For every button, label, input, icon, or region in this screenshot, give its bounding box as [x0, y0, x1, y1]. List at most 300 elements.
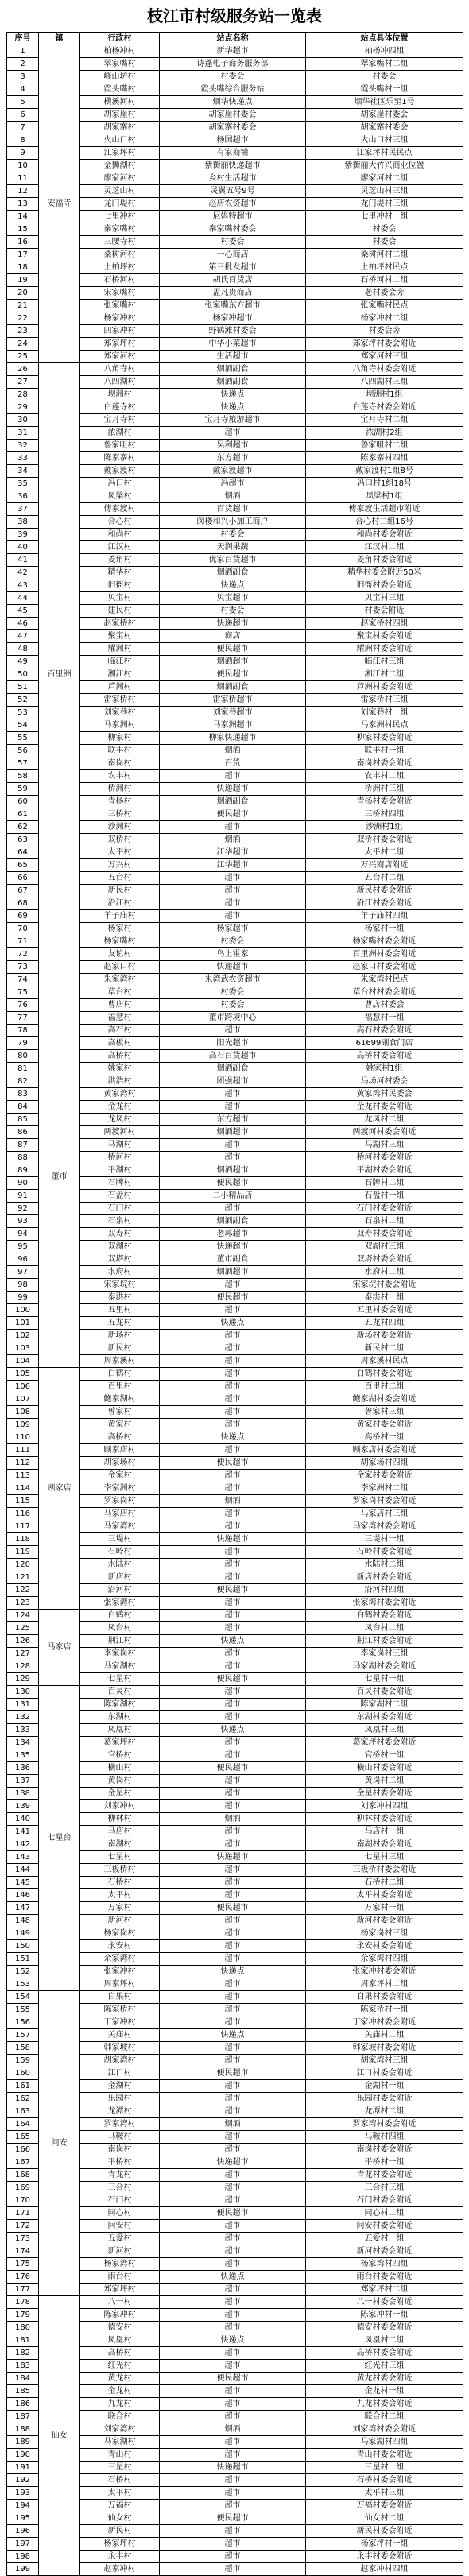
- village-cell: 陈家寨村: [80, 452, 160, 465]
- station-name-cell: 百货超市: [160, 503, 306, 516]
- serial-number: 139: [7, 1800, 39, 1813]
- location-cell: 新场村委会附近: [306, 1330, 463, 1342]
- village-cell: 双桥村: [80, 834, 160, 846]
- location-cell: 五龙村四组: [306, 1317, 463, 1330]
- station-name-cell: 烟酒: [160, 834, 306, 846]
- location-cell: 鲁家咀村二组: [306, 440, 463, 452]
- village-cell: 友谊村: [80, 948, 160, 961]
- location-cell: 罗家湾村委会附近: [306, 2118, 463, 2131]
- serial-number: 107: [7, 1393, 39, 1406]
- location-cell: 南湖村委会附近: [306, 1838, 463, 1851]
- location-cell: 翠家嘴村二组: [306, 58, 463, 71]
- serial-number: 158: [7, 2042, 39, 2055]
- location-cell: 郑家坪村委会附近: [306, 338, 463, 351]
- village-cell: 马家湖村: [80, 1660, 160, 1673]
- village-cell: 双寿村: [80, 1228, 160, 1241]
- location-cell: 罗家岗村委会附近: [306, 1495, 463, 1508]
- location-cell: 柳林村委会附近: [306, 1813, 463, 1826]
- location-cell: 青山村委会附近: [306, 2449, 463, 2462]
- station-name-cell: 超市: [160, 1877, 306, 1889]
- station-name-cell: 烟酒: [160, 2118, 306, 2131]
- station-name-cell: 快递点: [160, 1431, 306, 1444]
- village-cell: 太平村: [80, 846, 160, 859]
- location-cell: 丁家冲村委会附近: [306, 2016, 463, 2029]
- location-cell: 鲍家湖村委会附近: [306, 1393, 463, 1406]
- station-name-cell: 孟凡贵商店: [160, 287, 306, 300]
- serial-number: 145: [7, 1877, 39, 1889]
- location-cell: 湘江村二组: [306, 668, 463, 681]
- location-cell: 霞头嘴村一组: [306, 83, 463, 96]
- location-cell: 临江村三组: [306, 656, 463, 668]
- location-cell: 三桥村四组: [306, 808, 463, 821]
- station-name-cell: 超市: [160, 1927, 306, 1940]
- serial-number: 78: [7, 1025, 39, 1037]
- village-cell: 李家洲村: [80, 1482, 160, 1495]
- location-cell: 精华村委会附近50米: [306, 567, 463, 579]
- location-cell: 黄岗村二组: [306, 1775, 463, 1788]
- station-name-cell: 快递超市: [160, 1241, 306, 1253]
- village-cell: 沙洲村: [80, 821, 160, 834]
- village-cell: 永丰村: [80, 2551, 160, 2563]
- serial-number: 182: [7, 2347, 39, 2360]
- station-name-cell: 便民超市: [160, 1292, 306, 1304]
- village-cell: 黄家村: [80, 1419, 160, 1431]
- station-name-cell: 便民超市: [160, 668, 306, 681]
- village-cell: 李家岗村: [80, 1648, 160, 1660]
- serial-number: 149: [7, 1927, 39, 1940]
- location-cell: 宝月寺村二组: [306, 414, 463, 427]
- serial-number: 133: [7, 1724, 39, 1737]
- serial-number: 37: [7, 503, 39, 516]
- village-cell: 马湖村: [80, 1139, 160, 1152]
- location-cell: 柳家村委会附近: [306, 732, 463, 745]
- station-name-cell: 超市: [160, 2220, 306, 2233]
- location-cell: 百里洲村委会附近: [306, 948, 463, 961]
- station-name-cell: 超市: [160, 1775, 306, 1788]
- location-cell: 凤台村二组: [306, 1622, 463, 1635]
- station-name-cell: 超市: [160, 2233, 306, 2245]
- station-name-cell: 超市: [160, 1711, 306, 1724]
- serial-number: 96: [7, 1253, 39, 1266]
- serial-number: 154: [7, 1991, 39, 2004]
- village-cell: 菱角村: [80, 554, 160, 567]
- village-cell: 青杨村: [80, 796, 160, 808]
- village-cell: 龙凤村: [80, 1114, 160, 1126]
- table-row: [7, 363, 463, 376]
- station-name-cell: 烟酒超市: [160, 1266, 306, 1279]
- location-cell: 高桥村一组: [306, 1431, 463, 1444]
- serial-number: 163: [7, 2105, 39, 2118]
- serial-number: 169: [7, 2182, 39, 2194]
- station-name-cell: 诗蓬电子商务服务部: [160, 58, 306, 71]
- station-name-cell: 超市: [160, 2500, 306, 2512]
- location-cell: 马家湖村四组: [306, 2436, 463, 2449]
- serial-number: 143: [7, 1851, 39, 1864]
- location-cell: 村委会: [306, 71, 463, 83]
- village-cell: 八一村: [80, 2296, 160, 2309]
- serial-number: 190: [7, 2449, 39, 2462]
- location-cell: 白鹤村委会附近: [306, 1610, 463, 1622]
- village-cell: 高桥村: [80, 2347, 160, 2360]
- station-name-cell: 烟酒副食: [160, 376, 306, 389]
- location-cell: 石门村委会附近: [306, 2194, 463, 2207]
- serial-number: 5: [7, 96, 39, 109]
- station-name-cell: 超市: [160, 1978, 306, 1991]
- station-name-cell: 超市: [160, 1088, 306, 1101]
- location-cell: 乐园村委会附近: [306, 2093, 463, 2105]
- station-name-cell: 超市: [160, 770, 306, 783]
- serial-number: 9: [7, 147, 39, 160]
- station-name-cell: 超市: [160, 1749, 306, 1762]
- station-name-cell: 超市: [160, 2169, 306, 2182]
- serial-number: 7: [7, 122, 39, 134]
- village-cell: 新民村: [80, 1342, 160, 1355]
- location-cell: 戴家渡村1组8号: [306, 465, 463, 478]
- village-cell: 五台村: [80, 872, 160, 885]
- village-cell: 马家湖村: [80, 2436, 160, 2449]
- serial-number: 88: [7, 1152, 39, 1164]
- village-cell: 三板桥村: [80, 1864, 160, 1877]
- header-serial: 序号: [7, 33, 39, 45]
- village-cell: 秦家嘴村: [80, 223, 160, 236]
- serial-number: 159: [7, 2055, 39, 2067]
- location-cell: 新河村委会附近: [306, 1915, 463, 1927]
- serial-number: 28: [7, 389, 39, 401]
- serial-number: 130: [7, 1686, 39, 1699]
- location-cell: 葛家坪村委会附近: [306, 1737, 463, 1749]
- serial-number: 14: [7, 211, 39, 223]
- serial-number: 19: [7, 274, 39, 287]
- station-name-cell: 尼姆特超市: [160, 211, 306, 223]
- serial-number: 185: [7, 2385, 39, 2398]
- location-cell: 周家坪村二组: [306, 1978, 463, 1991]
- village-cell: 新河村: [80, 1915, 160, 1927]
- table-row: [7, 1686, 463, 1699]
- serial-number: 32: [7, 440, 39, 452]
- village-cell: 桑树河村: [80, 249, 160, 261]
- station-name-cell: 百货: [160, 757, 306, 770]
- station-name-cell: 烟酒副食: [160, 796, 306, 808]
- station-name-cell: 乡村生活超市: [160, 172, 306, 185]
- location-cell: 紫衡丽大竹兴商业位置: [306, 160, 463, 172]
- serial-number: 161: [7, 2080, 39, 2093]
- serial-number: 135: [7, 1749, 39, 1762]
- village-cell: 金龙村: [80, 1101, 160, 1114]
- station-name-cell: 超市: [160, 1991, 306, 2004]
- station-name-cell: 贝宝超市: [160, 592, 306, 605]
- village-cell: 刘家巷村: [80, 707, 160, 719]
- table-row: [7, 986, 463, 999]
- village-cell: 高石村: [80, 1025, 160, 1037]
- location-cell: 金家村委会附近: [306, 1470, 463, 1482]
- station-name-cell: 烟华快递点: [160, 96, 306, 109]
- village-cell: 四家冲村: [80, 325, 160, 338]
- serial-number: 110: [7, 1431, 39, 1444]
- serial-number: 95: [7, 1241, 39, 1253]
- village-cell: 青龙村: [80, 2169, 160, 2182]
- village-cell: 农丰村: [80, 770, 160, 783]
- serial-number: 127: [7, 1648, 39, 1660]
- village-cell: 三合村: [80, 2182, 160, 2194]
- village-cell: 丁家冲村: [80, 2016, 160, 2029]
- location-cell: 五台村二组: [306, 872, 463, 885]
- serial-number: 6: [7, 109, 39, 122]
- village-cell: 白莲寺村: [80, 401, 160, 414]
- town-cell: 马家店: [39, 1610, 80, 1686]
- serial-number: 21: [7, 300, 39, 312]
- serial-number: 122: [7, 1584, 39, 1597]
- station-name-cell: 村委会: [160, 999, 306, 1012]
- station-name-cell: 超市: [160, 897, 306, 910]
- station-name-cell: 烟酒: [160, 745, 306, 757]
- serial-number: 87: [7, 1139, 39, 1152]
- station-name-cell: 超市: [160, 2322, 306, 2334]
- location-cell: 龙凤村二组: [306, 1114, 463, 1126]
- town-cell: 仙女: [39, 2296, 80, 2576]
- village-cell: 双塔村: [80, 1253, 160, 1266]
- village-cell: 鲁家咀村: [80, 440, 160, 452]
- station-name-cell: 朱湾武农资超市: [160, 974, 306, 986]
- town-cell: 百里洲: [39, 363, 80, 986]
- serial-number: 20: [7, 287, 39, 300]
- village-cell: 新民村: [80, 885, 160, 897]
- station-name-cell: 村委会: [160, 236, 306, 249]
- village-cell: 马鞍村: [80, 2131, 160, 2144]
- serial-number: 68: [7, 897, 39, 910]
- village-cell: 五爱村: [80, 2233, 160, 2245]
- location-cell: 石桥河村二组: [306, 274, 463, 287]
- station-name-cell: 刘家巷超市: [160, 707, 306, 719]
- station-name-cell: 快递点: [160, 1635, 306, 1648]
- serial-number: 104: [7, 1355, 39, 1368]
- station-name-cell: 超市: [160, 2411, 306, 2423]
- serial-number: 174: [7, 2245, 39, 2258]
- station-name-cell: 超市: [160, 1940, 306, 1953]
- station-name-cell: 超市: [160, 910, 306, 923]
- station-name-cell: 便民超市: [160, 1762, 306, 1775]
- serial-number: 106: [7, 1381, 39, 1393]
- town-cell: 问安: [39, 1991, 80, 2296]
- serial-number: 61: [7, 808, 39, 821]
- serial-number: 85: [7, 1114, 39, 1126]
- station-name-cell: 超市: [160, 2474, 306, 2487]
- location-cell: 李家洲村二组: [306, 1482, 463, 1495]
- village-cell: 三桥村: [80, 808, 160, 821]
- serial-number: 77: [7, 1012, 39, 1025]
- location-cell: 廖家河村二组: [306, 172, 463, 185]
- village-cell: 周家溪村: [80, 1355, 160, 1368]
- location-cell: 和尚村委会附近: [306, 529, 463, 541]
- village-cell: 石桥河村: [80, 274, 160, 287]
- station-name-cell: 快递点: [160, 389, 306, 401]
- village-cell: 雷家桥村: [80, 694, 160, 707]
- location-cell: 问安村委会附近: [306, 2220, 463, 2233]
- station-name-cell: 超市: [160, 1660, 306, 1673]
- station-name-cell: 超市: [160, 1610, 306, 1622]
- location-cell: 高石村委会附近: [306, 1025, 463, 1037]
- village-cell: 耀洲村: [80, 643, 160, 656]
- serial-number: 188: [7, 2423, 39, 2436]
- village-cell: 杨家嘴村: [80, 935, 160, 948]
- serial-number: 184: [7, 2373, 39, 2385]
- serial-number: 43: [7, 579, 39, 592]
- station-name-cell: 超市: [160, 1330, 306, 1342]
- serial-number: 131: [7, 1699, 39, 1711]
- location-cell: 三堤村一组: [306, 1533, 463, 1546]
- station-name-cell: 超市: [160, 1101, 306, 1114]
- village-cell: 冯口村: [80, 478, 160, 490]
- serial-number: 41: [7, 554, 39, 567]
- serial-number: 132: [7, 1711, 39, 1724]
- location-cell: 村委会: [306, 236, 463, 249]
- village-cell: 联丰村: [80, 745, 160, 757]
- village-cell: 凤凰村: [80, 2334, 160, 2347]
- location-cell: 余家湾村四组: [306, 1953, 463, 1966]
- location-cell: 新民村委会附近: [306, 2525, 463, 2538]
- village-cell: 三堤村: [80, 1533, 160, 1546]
- village-cell: 石牌村: [80, 1177, 160, 1190]
- station-name-cell: 杨家超市: [160, 923, 306, 935]
- location-cell: 杨家坪村一组: [306, 2538, 463, 2551]
- serial-number: 33: [7, 452, 39, 465]
- village-cell: 张家冲村: [80, 1966, 160, 1978]
- station-name-cell: 中华小菜超市: [160, 338, 306, 351]
- village-cell: 临江村: [80, 656, 160, 668]
- village-cell: 南湖村: [80, 1838, 160, 1851]
- village-cell: 马家洲村: [80, 719, 160, 732]
- location-cell: 坝洲村1组: [306, 389, 463, 401]
- serial-number: 187: [7, 2411, 39, 2423]
- station-name-cell: 雷家桥超市: [160, 694, 306, 707]
- location-cell: 金星村委会附近: [306, 1788, 463, 1800]
- location-cell: 万福村委会附近: [306, 2500, 463, 2512]
- location-cell: 青杨村委会附近: [306, 796, 463, 808]
- location-cell: 雨台村委会附近: [306, 2271, 463, 2284]
- location-cell: 浓湖村2组: [306, 427, 463, 440]
- location-cell: 龙潭村二组: [306, 2105, 463, 2118]
- serial-number: 56: [7, 745, 39, 757]
- serial-number: 189: [7, 2436, 39, 2449]
- serial-number: 24: [7, 338, 39, 351]
- location-cell: 荆江村委会附近: [306, 1635, 463, 1648]
- serial-number: 46: [7, 618, 39, 630]
- village-cell: 坝洲村: [80, 389, 160, 401]
- station-name-cell: 超市: [160, 1864, 306, 1877]
- location-cell: 桥河村委会附近: [306, 1152, 463, 1164]
- village-cell: 新河村: [80, 2245, 160, 2258]
- location-cell: 凤梁村1组: [306, 490, 463, 503]
- location-cell: 高桥村委会附近: [306, 2347, 463, 2360]
- village-cell: 陈家湖村: [80, 1699, 160, 1711]
- station-name-cell: 烟酒: [160, 2423, 306, 2436]
- header-location: 站点具体位置: [306, 33, 463, 45]
- station-name-cell: 超市: [160, 2093, 306, 2105]
- village-cell: 顾家店村: [80, 1444, 160, 1457]
- station-name-cell: 超市: [160, 2347, 306, 2360]
- village-cell: 杨家坪村: [80, 2538, 160, 2551]
- village-cell: 张家嘴村: [80, 300, 160, 312]
- station-name-cell: 超市: [160, 1800, 306, 1813]
- service-station-table: [6, 32, 463, 2576]
- station-name-cell: 村委会: [160, 529, 306, 541]
- station-name-cell: 便民超市: [160, 643, 306, 656]
- location-cell: 平湖村委会附近: [306, 1164, 463, 1177]
- village-cell: 同心村: [80, 2207, 160, 2220]
- village-cell: 问安村: [80, 2220, 160, 2233]
- serial-number: 194: [7, 2500, 39, 2512]
- serial-number: 8: [7, 134, 39, 147]
- location-cell: 陈家湖村二组: [306, 1699, 463, 1711]
- serial-number: 22: [7, 312, 39, 325]
- station-name-cell: 超市: [160, 2551, 306, 2563]
- village-cell: 桥洲村: [80, 783, 160, 796]
- station-name-cell: 快递点: [160, 1317, 306, 1330]
- serial-number: 39: [7, 529, 39, 541]
- village-cell: 翠家嘴村: [80, 58, 160, 71]
- station-name-cell: 便民超市: [160, 2067, 306, 2080]
- serial-number: 178: [7, 2296, 39, 2309]
- serial-number: 25: [7, 351, 39, 363]
- location-cell: 七里冲村一组: [306, 211, 463, 223]
- serial-number: 111: [7, 1444, 39, 1457]
- serial-number: 34: [7, 465, 39, 478]
- serial-number: 109: [7, 1419, 39, 1431]
- location-cell: 羊子庙村四组: [306, 910, 463, 923]
- station-name-cell: 超市: [160, 2563, 306, 2576]
- station-name-cell: 超市: [160, 2309, 306, 2322]
- station-name-cell: 闵楼和兴小加工商户: [160, 516, 306, 529]
- village-cell: 胡家崖村: [80, 109, 160, 122]
- serial-number: 118: [7, 1533, 39, 1546]
- location-cell: 赵家口村委会附近: [306, 961, 463, 974]
- station-name-cell: 超市: [160, 1368, 306, 1381]
- location-cell: 刘家冲村四组: [306, 1800, 463, 1813]
- serial-number: 42: [7, 567, 39, 579]
- serial-number: 115: [7, 1495, 39, 1508]
- station-name-cell: 超市: [160, 1139, 306, 1152]
- location-cell: 白鹤村委会附近: [306, 1368, 463, 1381]
- station-name-cell: 胡氏百货店: [160, 274, 306, 287]
- serial-number: 80: [7, 1050, 39, 1063]
- location-cell: 聚宝村委会附近: [306, 630, 463, 643]
- serial-number: 27: [7, 376, 39, 389]
- village-cell: 江家坪村: [80, 147, 160, 160]
- serial-number: 105: [7, 1368, 39, 1381]
- location-cell: 张家嘴村民点: [306, 300, 463, 312]
- station-name-cell: 超市: [160, 1686, 306, 1699]
- serial-number: 156: [7, 2016, 39, 2029]
- table-row: [7, 1991, 463, 2004]
- location-cell: 杨家冲村二组: [306, 312, 463, 325]
- village-cell: 白鹤村: [80, 1610, 160, 1622]
- location-cell: 马家洲村民点: [306, 719, 463, 732]
- location-cell: 朱家湾村民点: [306, 974, 463, 986]
- station-name-cell: 超市: [160, 2105, 306, 2118]
- village-cell: 水府村: [80, 1266, 160, 1279]
- location-cell: 金龙村一组: [306, 2385, 463, 2398]
- village-cell: 联合村: [80, 2411, 160, 2423]
- station-name-cell: 超市: [160, 2080, 306, 2093]
- location-cell: 七星村三组: [306, 1851, 463, 1864]
- location-cell: 九龙村委会附近: [306, 2398, 463, 2411]
- location-cell: 柏杨冲四组: [306, 45, 463, 58]
- location-cell: 杨家嘴村委会附近: [306, 935, 463, 948]
- serial-number: 72: [7, 948, 39, 961]
- village-cell: 凤梁村: [80, 490, 160, 503]
- station-name-cell: 冯超市: [160, 478, 306, 490]
- village-cell: 五龙村: [80, 1317, 160, 1330]
- serial-number: 2: [7, 58, 39, 71]
